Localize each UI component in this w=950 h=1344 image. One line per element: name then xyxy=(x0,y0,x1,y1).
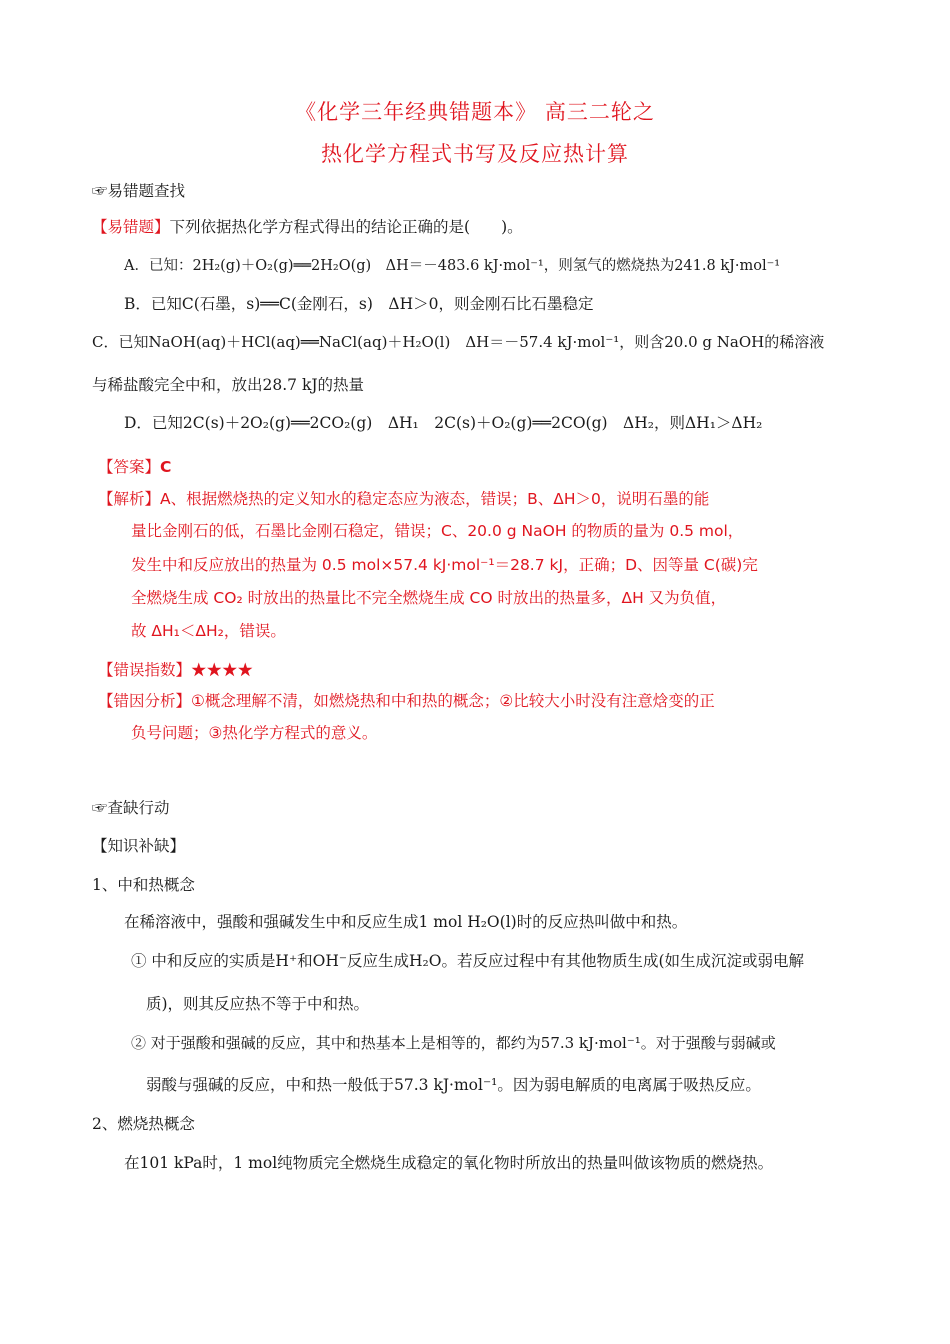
answer-line xyxy=(98,457,171,477)
analysis-line-4: 全燃烧生成 CO₂ 时放出的热量比不完全燃烧生成 CO 时放出的热量多，ΔH 又为负值， xyxy=(131,589,727,607)
error-cause-line-2: 负号问题；③热化学方程式的意义。 xyxy=(131,724,378,742)
k1-point2-line1: ② 对于强酸和强碱的反应，其中和热基本上是相等的，都约为57.3 kJ·mol⁻¹。对于强酸与弱碱或 xyxy=(131,1034,776,1052)
section-heading-find-errors: ☞易错题查找 xyxy=(92,182,186,200)
k1-point1-line1: ① 中和反应的实质是H⁺和OH⁻反应生成H₂O。若反应过程中有其他物质生成(如生成沉淀或弱电解 xyxy=(131,952,805,970)
page-title-line1: 《化学三年经典错题本》 高三二轮之 xyxy=(295,100,655,124)
analysis-line-3: 发生中和反应放出的热量为 0.5 mol×57.4 kJ·mol⁻¹＝28.7 kJ，正确；D、因等量 C(碳)完 xyxy=(131,556,758,574)
analysis-line-1 xyxy=(98,489,709,509)
analysis-text-1: A、根据燃烧热的定义知水的稳定态应为液态，错误；B、ΔH＞0，说明石墨的能 xyxy=(160,490,710,508)
error-index-tag: 【错误指数】 xyxy=(98,661,192,679)
answer-tag: 【答案】 xyxy=(98,458,161,476)
error-cause-tag: 【错因分析】 xyxy=(98,692,192,710)
knowledge-tag: 【知识补缺】 xyxy=(92,837,186,855)
error-cause-text-1: ①概念理解不清，如燃烧热和中和热的概念；②比较大小时没有注意焓变的正 xyxy=(191,692,715,710)
k2-definition: 在101 kPa时，1 mol纯物质完全燃烧生成稳定的氧化物时所放出的热量叫做该物质的燃烧热。 xyxy=(124,1154,774,1172)
option-a: A．已知：2H₂(g)＋O₂(g)══2H₂O(g) ΔH＝－483.6 kJ·mol⁻¹，则氢气的燃烧热为241.8 kJ·mol⁻¹ xyxy=(124,258,781,274)
analysis-line-2: 量比金刚石的低，石墨比金刚石稳定，错误；C、20.0 g NaOH 的物质的量为 0.5 mol， xyxy=(131,522,744,540)
k1-point2-line2: 弱酸与强碱的反应，中和热一般低于57.3 kJ·mol⁻¹。因为弱电解质的电离属于吸热反应。 xyxy=(146,1076,761,1094)
question-tag: 【易错题】 xyxy=(92,218,170,236)
option-c-line1: C．已知NaOH(aq)＋HCl(aq)══NaCl(aq)＋H₂O(l) ΔH＝－57.4 kJ·mol⁻¹，则含20.0 g NaOH的稀溶液 xyxy=(92,333,825,351)
question-stem: 下列依据热化学方程式得出的结论正确的是( )。 xyxy=(169,218,523,236)
option-d: D．已知2C(s)＋2O₂(g)══2CO₂(g) ΔH₁ 2C(s)＋O₂(g)══2CO(g) ΔH₂，则ΔH₁＞ΔH₂ xyxy=(124,414,763,432)
k1-definition: 在稀溶液中，强酸和强碱发生中和反应生成1 mol H₂O(l)时的反应热叫做中和热。 xyxy=(124,913,688,931)
question-stem-line xyxy=(92,217,523,237)
option-b: B．已知C(石墨，s)══C(金刚石，s) ΔH＞0，则金刚石比石墨稳定 xyxy=(124,295,594,313)
answer-value: C xyxy=(160,458,172,476)
error-index-stars: ★★★★ xyxy=(191,661,254,679)
k2-heading: 2、燃烧热概念 xyxy=(92,1115,195,1133)
section-heading-fill-gaps: ☞查缺行动 xyxy=(92,799,170,817)
analysis-line-5: 故 ΔH₁＜ΔH₂，错误。 xyxy=(131,622,286,640)
k1-heading: 1、中和热概念 xyxy=(92,876,195,894)
error-index-line xyxy=(98,660,253,680)
page-title-line2: 热化学方程式书写及反应热计算 xyxy=(321,142,629,166)
analysis-tag: 【解析】 xyxy=(98,490,161,508)
error-cause-line-1 xyxy=(98,691,715,711)
option-c-line2: 与稀盐酸完全中和，放出28.7 kJ的热量 xyxy=(92,376,365,394)
k1-point1-line2: 质)，则其反应热不等于中和热。 xyxy=(146,995,370,1013)
